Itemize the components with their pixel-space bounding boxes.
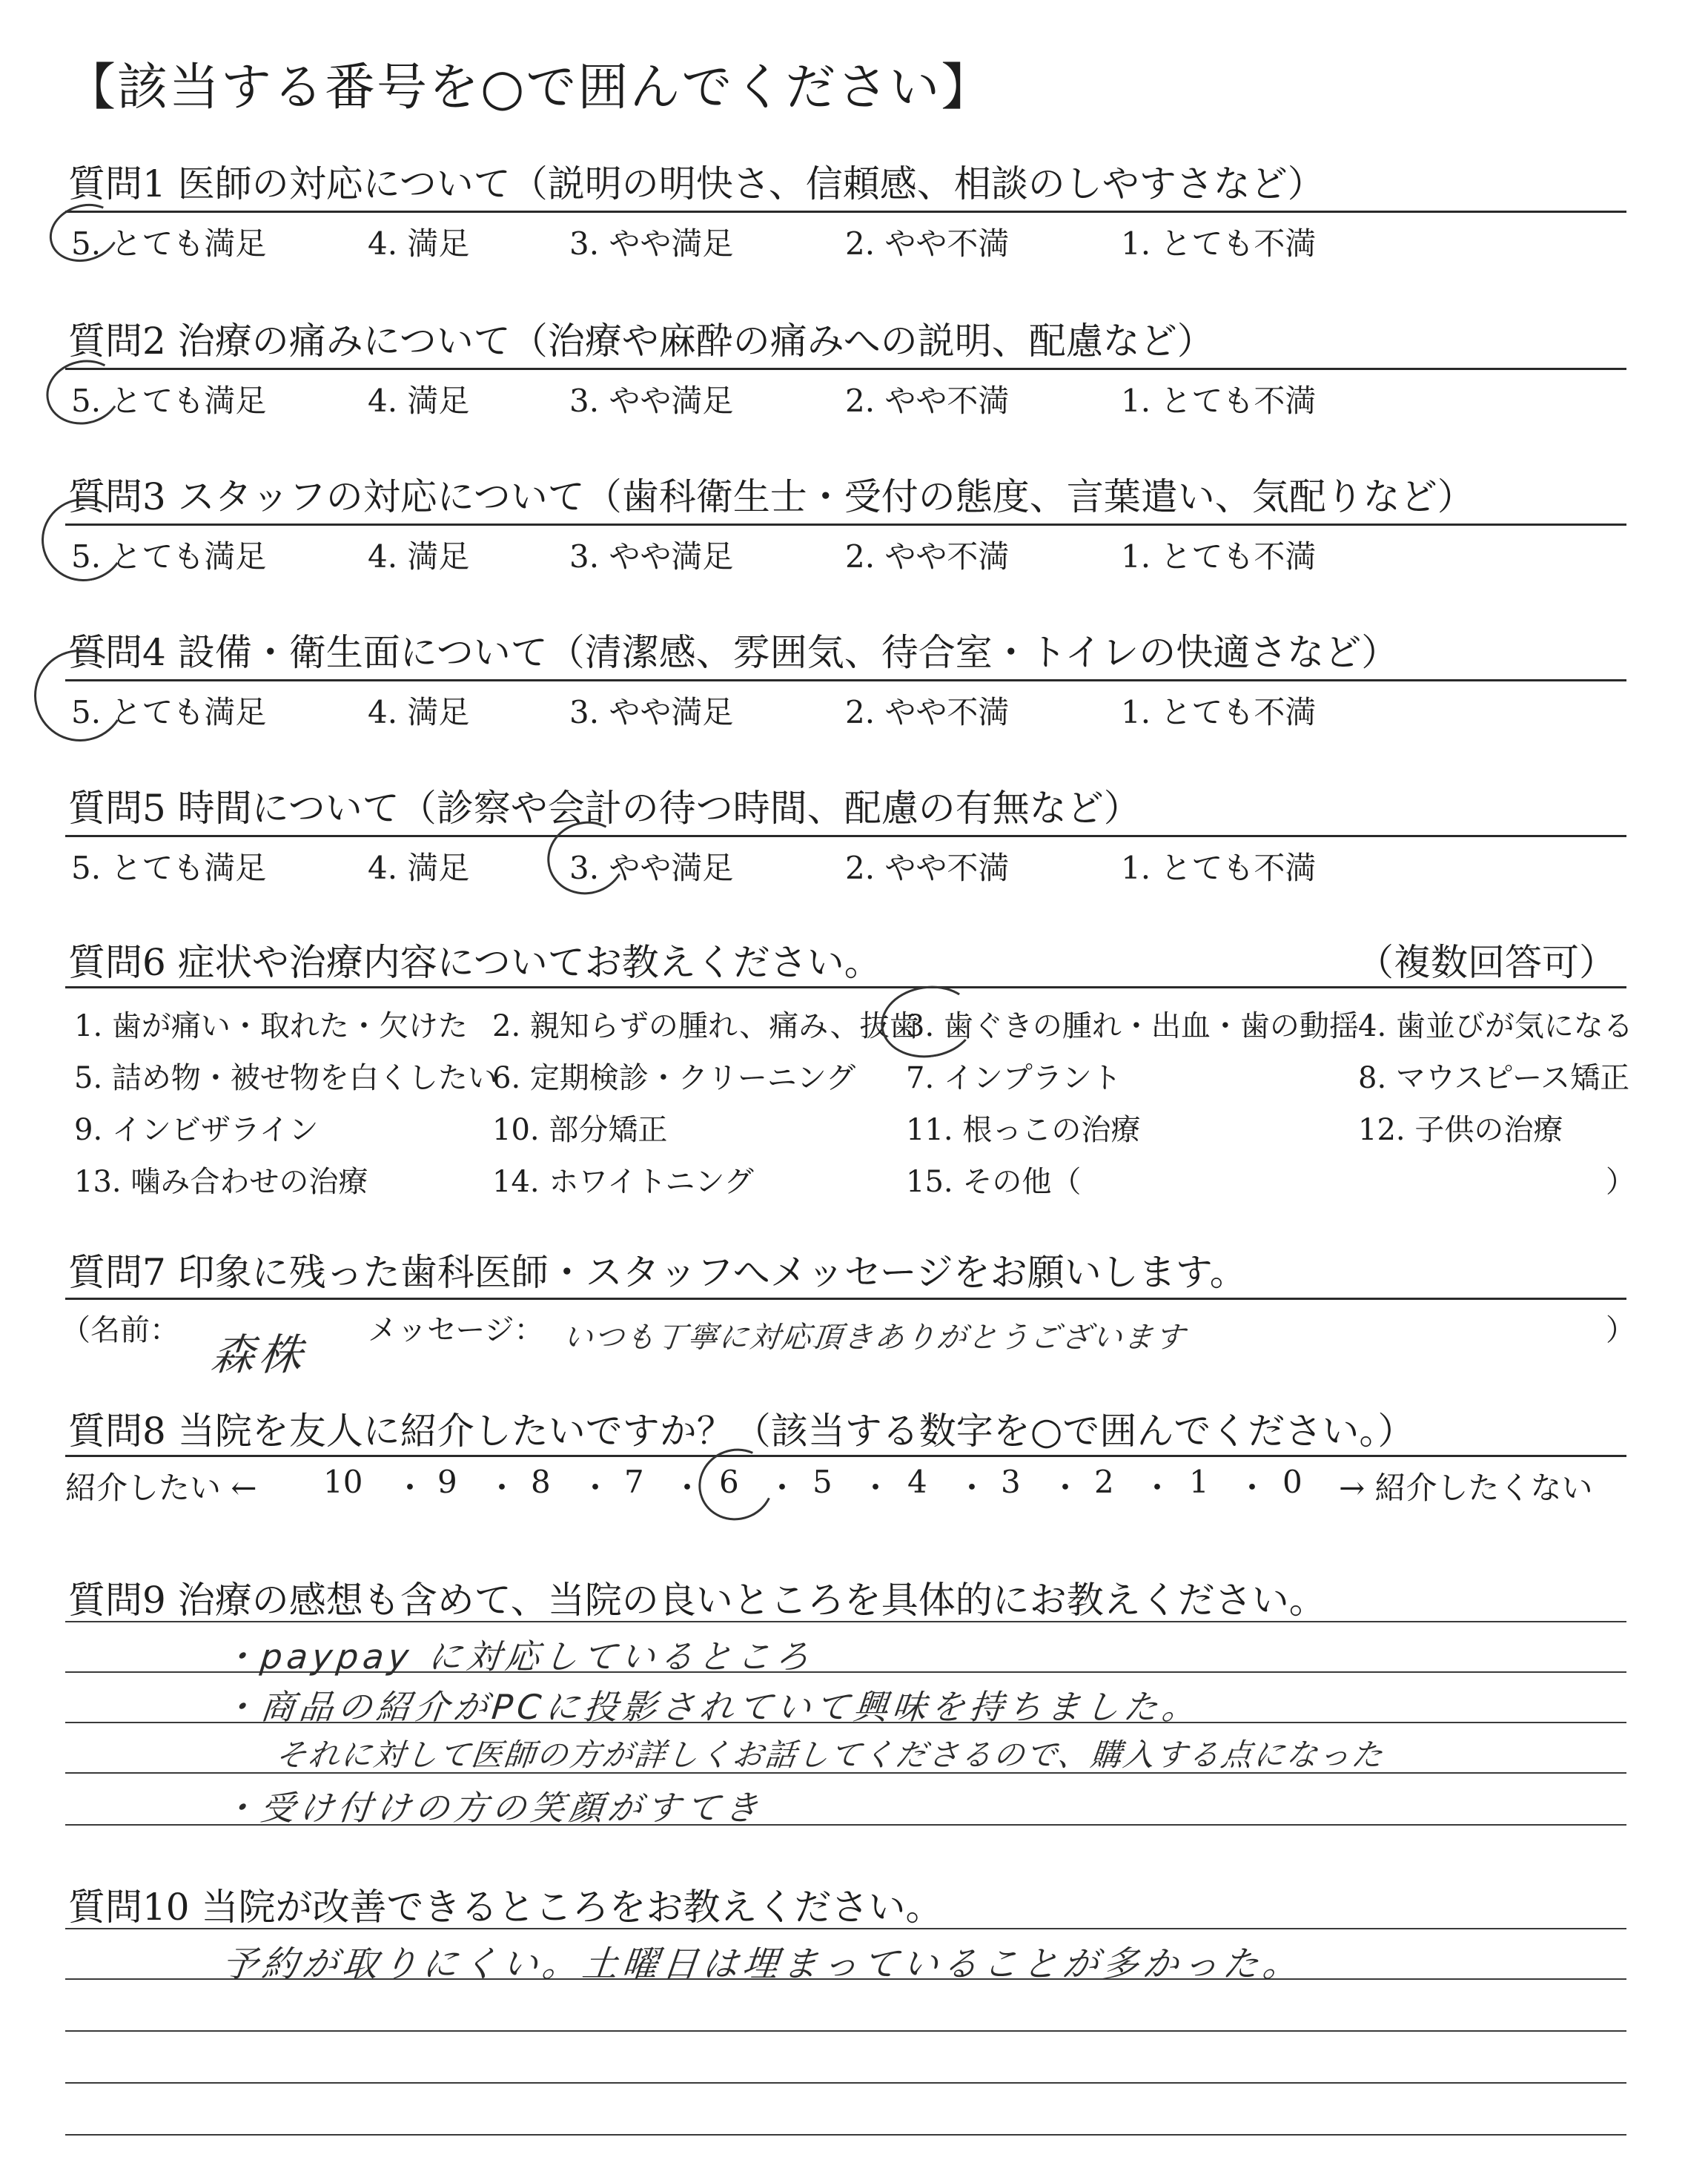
answer-line (65, 2082, 1626, 2084)
q6-item[interactable]: 10. 部分矯正 (492, 1113, 668, 1147)
answer-line (65, 2134, 1626, 2136)
divider (65, 1298, 1626, 1300)
answer-line (65, 1621, 1626, 1622)
question-9-title: 質問9 治療の感想も含めて、当院の良いところを具体的にお教えください。 (68, 1579, 1326, 1622)
q9-answer-line[interactable]: ・受け付けの方の笑顔がすてき (219, 1788, 765, 1828)
q1-option-4[interactable]: 4. 満足 (368, 225, 470, 262)
q5-option-3[interactable]: 3. やや満足 (569, 850, 734, 886)
question-4-title: 質問4 設備・衛生面について（清潔感、雰囲気、待合室・トイレの快適さなど） (68, 631, 1399, 674)
question-10-title: 質問10 当院が改善できるところをお教えください。 (68, 1886, 943, 1929)
q2-option-3[interactable]: 3. やや満足 (569, 383, 734, 419)
q6-item[interactable]: 9. インビザライン (74, 1113, 319, 1147)
message-value[interactable]: いつも丁寧に対応頂きありがとうございます (561, 1321, 1188, 1355)
question-6-title: 質問6 症状や治療内容についてお教えください。 (68, 941, 881, 984)
scale-7[interactable]: 7 (624, 1464, 644, 1500)
scale-3[interactable]: 3 (1001, 1464, 1021, 1500)
q6-item[interactable]: 15. その他（ (906, 1165, 1082, 1199)
q3-option-4[interactable]: 4. 満足 (368, 538, 470, 575)
scale-dot: ・ (1050, 1470, 1082, 1506)
name-value[interactable]: 森株 (208, 1330, 310, 1380)
scale-10[interactable]: 10 (323, 1464, 363, 1500)
scale-dot: ・ (1237, 1470, 1268, 1506)
q6-item[interactable]: 13. 噛み合わせの治療 (74, 1165, 368, 1199)
q6-item[interactable]: 4. 歯並びが気になる (1358, 1009, 1633, 1043)
scale-6[interactable]: 6 (719, 1464, 739, 1500)
q9-answer-line[interactable]: ・paypay に対応しているところ (219, 1636, 816, 1677)
divider (65, 835, 1626, 837)
scale-dot: ・ (860, 1470, 892, 1506)
q6-item[interactable]: 3. 歯ぐきの腫れ・出血・歯の動揺 (906, 1009, 1359, 1043)
q4-option-5[interactable]: 5. とても満足 (71, 694, 267, 730)
q5-option-1[interactable]: 1. とても不満 (1121, 850, 1317, 886)
scale-4[interactable]: 4 (907, 1464, 927, 1500)
scale-dot: ・ (767, 1470, 798, 1506)
scale-dot: ・ (1142, 1470, 1174, 1506)
q6-item[interactable]: 11. 根っこの治療 (906, 1113, 1141, 1147)
q6-item[interactable]: 1. 歯が痛い・取れた・欠けた (74, 1009, 468, 1043)
divider (65, 211, 1626, 213)
recommend-right-label: → 紹介したくない (1339, 1470, 1593, 1506)
answer-line (65, 2030, 1626, 2032)
q1-option-5[interactable]: 5. とても満足 (71, 225, 267, 262)
q2-option-2[interactable]: 2. やや不満 (845, 383, 1010, 419)
recommend-left-label: 紹介したい ← (65, 1470, 257, 1506)
q4-option-2[interactable]: 2. やや不満 (845, 694, 1010, 730)
scale-0[interactable]: 0 (1282, 1464, 1302, 1500)
scale-8[interactable]: 8 (531, 1464, 551, 1500)
message-label: メッセージ： (368, 1313, 544, 1347)
q4-option-1[interactable]: 1. とても不満 (1121, 694, 1317, 730)
q6-item-close-paren: ） (1606, 1165, 1635, 1199)
q1-option-2[interactable]: 2. やや不満 (845, 225, 1010, 262)
q3-option-2[interactable]: 2. やや不満 (845, 538, 1010, 575)
q6-item[interactable]: 7. インプラント (906, 1061, 1122, 1095)
scale-dot: ・ (394, 1470, 426, 1506)
q6-item[interactable]: 12. 子供の治療 (1358, 1113, 1563, 1147)
scale-dot: ・ (580, 1470, 612, 1506)
question-7-title: 質問7 印象に残った歯科医師・スタッフへメッセージをお願いします。 (68, 1251, 1247, 1294)
divider (65, 368, 1626, 370)
q1-option-3[interactable]: 3. やや満足 (569, 225, 734, 262)
selection-circle (876, 980, 980, 1064)
scale-2[interactable]: 2 (1094, 1464, 1114, 1500)
q3-option-1[interactable]: 1. とても不満 (1121, 538, 1317, 575)
q5-option-4[interactable]: 4. 満足 (368, 850, 470, 886)
divider (65, 679, 1626, 681)
q6-item[interactable]: 5. 詰め物・被せ物を白くしたい (74, 1061, 497, 1095)
q4-option-3[interactable]: 3. やや満足 (569, 694, 734, 730)
question-8-title: 質問8 当院を友人に紹介したいですか？（該当する数字を○で囲んでください。） (68, 1410, 1415, 1453)
q10-answer-line[interactable]: 予約が取りにくい。土曜日は埋まっていることが多かった。 (219, 1943, 1305, 1985)
multiple-answer-note: （複数回答可） (1357, 941, 1616, 984)
question-5-title: 質問5 時間について（診察や会計の待つ時間、配慮の有無など） (68, 787, 1141, 830)
scale-dot: ・ (486, 1470, 518, 1506)
name-label: （名前： (61, 1313, 179, 1347)
question-2-title: 質問2 治療の痛みについて（治療や麻酔の痛みへの説明、配慮など） (68, 320, 1214, 363)
answer-line (65, 1928, 1626, 1929)
scale-5[interactable]: 5 (812, 1464, 833, 1500)
q4-option-4[interactable]: 4. 満足 (368, 694, 470, 730)
q9-answer-line[interactable]: それに対して医師の方が詳しくお話してくださるので、購入する点になった (274, 1737, 1386, 1773)
scale-dot: ・ (672, 1470, 704, 1506)
question-1-title: 質問1 医師の対応について（説明の明快さ、信頼感、相談のしやすさなど） (68, 162, 1325, 205)
q2-option-5[interactable]: 5. とても満足 (71, 383, 267, 419)
q1-option-1[interactable]: 1. とても不満 (1121, 225, 1317, 262)
q3-option-5[interactable]: 5. とても満足 (71, 538, 267, 575)
q2-option-1[interactable]: 1. とても不満 (1121, 383, 1317, 419)
q5-option-2[interactable]: 2. やや不満 (845, 850, 1010, 886)
q6-item[interactable]: 6. 定期検診・クリーニング (492, 1061, 856, 1095)
divider (65, 524, 1626, 526)
question-3-title: 質問3 スタッフの対応について（歯科衛生士・受付の態度、言葉遣い、気配りなど） (68, 475, 1474, 518)
q2-option-4[interactable]: 4. 満足 (368, 383, 470, 419)
q6-item[interactable]: 2. 親知らずの腫れ、痛み、抜歯 (492, 1009, 919, 1043)
q9-answer-line[interactable]: ・商品の紹介がPCに投影されていて興味を持ちました。 (219, 1687, 1203, 1727)
divider (65, 1455, 1626, 1457)
q3-option-3[interactable]: 3. やや満足 (569, 538, 734, 575)
q6-item[interactable]: 8. マウスピース矯正 (1358, 1061, 1630, 1095)
scale-dot: ・ (956, 1470, 988, 1506)
message-close-paren: ） (1606, 1313, 1635, 1347)
q6-item[interactable]: 14. ホワイトニング (492, 1165, 754, 1199)
q5-option-5[interactable]: 5. とても満足 (71, 850, 267, 886)
form-title: 【該当する番号を○で囲んでください】 (65, 59, 993, 117)
scale-1[interactable]: 1 (1189, 1464, 1209, 1500)
scale-9[interactable]: 9 (437, 1464, 457, 1500)
divider (65, 986, 1626, 988)
